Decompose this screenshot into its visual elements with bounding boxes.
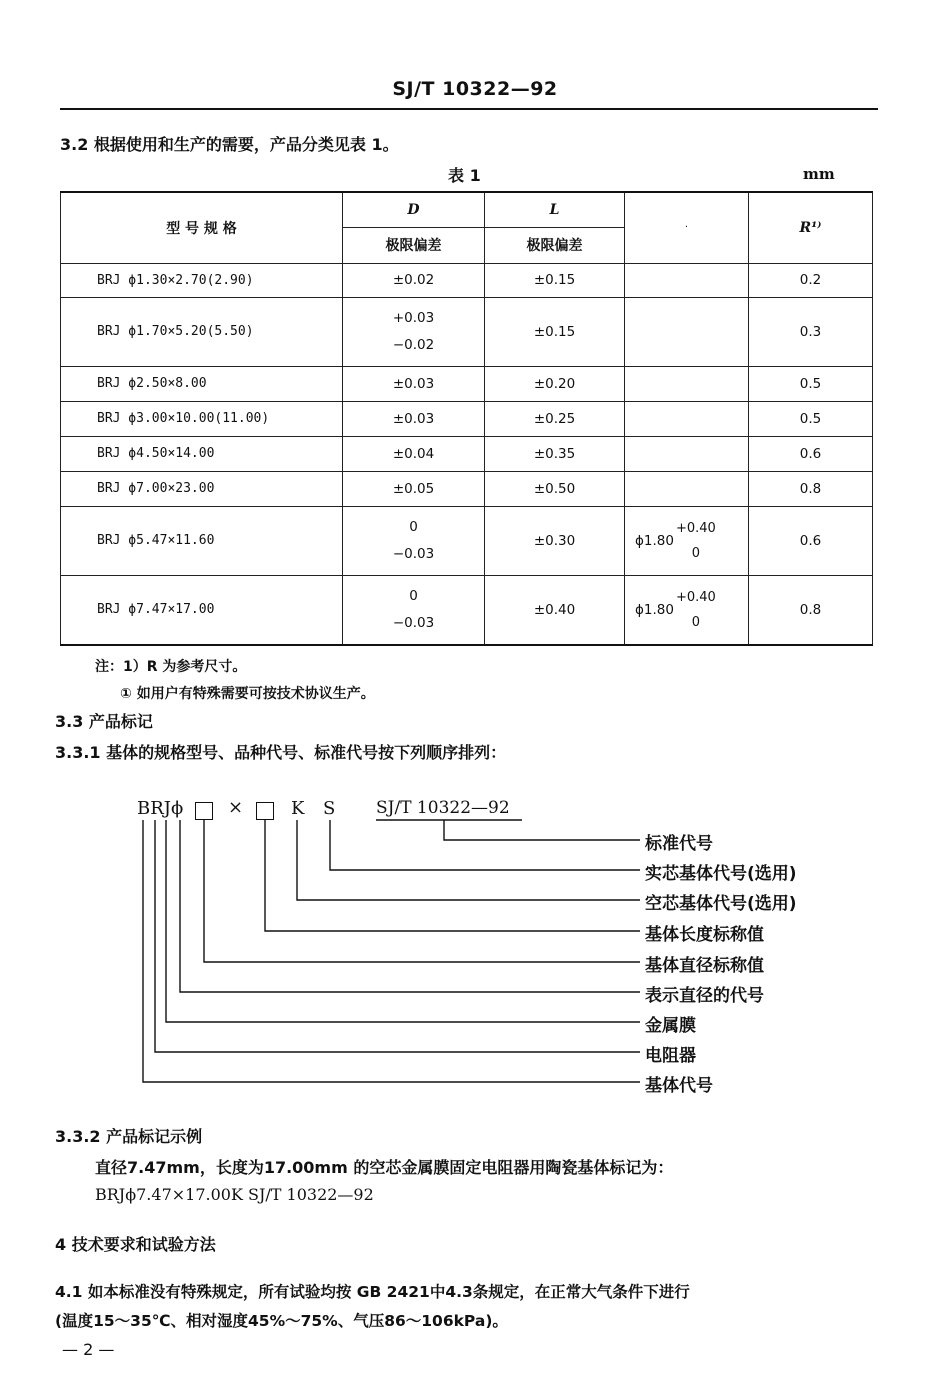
code-s: S bbox=[323, 798, 336, 819]
model-cell: BRJ ϕ2.50×8.00 bbox=[61, 366, 343, 401]
leader-standard bbox=[444, 820, 640, 840]
extra-lower: 0 bbox=[691, 614, 701, 630]
diagram-label: 基体代号 bbox=[645, 1076, 713, 1096]
sub-header-d-tolerance: 极限偏差 bbox=[343, 227, 485, 263]
l-tolerance-cell: ±0.15 bbox=[485, 297, 625, 366]
leader-diameter bbox=[204, 820, 640, 962]
r-cell: 0.6 bbox=[749, 506, 873, 575]
leader-solid bbox=[330, 820, 640, 870]
leader-hollow bbox=[297, 820, 640, 900]
model-cell: BRJ ϕ1.70×5.20(5.50) bbox=[61, 297, 343, 366]
code-times: × bbox=[228, 797, 244, 818]
leader-resistor bbox=[155, 820, 640, 1052]
d-tolerance-cell: ±0.05 bbox=[343, 471, 485, 506]
l-tolerance-cell: ±0.40 bbox=[485, 575, 625, 645]
diagram-label: 空芯基体代号(选用) bbox=[645, 894, 797, 914]
leader-phi bbox=[180, 820, 640, 992]
col-header-l: L bbox=[485, 192, 625, 227]
r-cell: 0.3 bbox=[749, 297, 873, 366]
diagram-label: 电阻器 bbox=[645, 1046, 696, 1066]
diagram-label: 基体直径标称值 bbox=[645, 956, 764, 976]
model-cell: BRJ ϕ1.30×2.70(2.90) bbox=[61, 263, 343, 297]
d-lower: −0.02 bbox=[392, 336, 435, 353]
d-tolerance-cell: ±0.03 bbox=[343, 401, 485, 436]
l-tolerance-cell: ±0.35 bbox=[485, 436, 625, 471]
model-cell: BRJ ϕ7.00×23.00 bbox=[61, 471, 343, 506]
section-3-3-2-example: BRJϕ7.47×17.00K SJ/T 10322—92 bbox=[95, 1185, 374, 1204]
d-tolerance-cell: ±0.03 bbox=[343, 366, 485, 401]
diagram-label: 金属膜 bbox=[645, 1016, 696, 1036]
col-header-model: 型 号 规 格 bbox=[61, 192, 343, 263]
l-tolerance-cell: ±0.20 bbox=[485, 366, 625, 401]
diagram-label: 实芯基体代号(选用) bbox=[645, 864, 797, 884]
r-cell: 0.6 bbox=[749, 436, 873, 471]
section-4-1-line2: (温度15～35℃、相对湿度45%～75%、气压86～106kPa)。 bbox=[55, 1312, 508, 1330]
r-cell: 0.2 bbox=[749, 263, 873, 297]
section-3-3-1-text: 3.3.1 基体的规格型号、品种代号、标准代号按下列顺序排列： bbox=[55, 743, 507, 762]
d-upper: 0 bbox=[409, 587, 418, 604]
model-cell: BRJ ϕ3.00×10.00(11.00) bbox=[61, 401, 343, 436]
r-cell: 0.8 bbox=[749, 575, 873, 645]
col-header-r: R¹⁾ bbox=[749, 192, 873, 263]
diagram-label: 基体长度标称值 bbox=[645, 925, 764, 945]
extra-diameter: ϕ1.80 bbox=[635, 532, 674, 549]
extra-upper: +0.40 bbox=[675, 520, 716, 536]
col-header-d: D bbox=[343, 192, 485, 227]
section-4-1-line1: 4.1 如本标准没有特殊规定，所有试验均按 GB 2421中4.3条规定，在正常大气条件下进行 bbox=[55, 1283, 690, 1301]
table-note-1: 注：1）R 为参考尺寸。 bbox=[95, 659, 247, 675]
sub-header-l-tolerance: 极限偏差 bbox=[485, 227, 625, 263]
r-cell: 0.5 bbox=[749, 366, 873, 401]
section-3-3-title: 3.3 产品标记 bbox=[55, 712, 153, 731]
code-prefix: BRJϕ bbox=[137, 798, 184, 819]
l-tolerance-cell: ±0.50 bbox=[485, 471, 625, 506]
section-3-2-text: 3.2 根据使用和生产的需要，产品分类见表 1。 bbox=[60, 135, 399, 154]
d-tolerance-cell: ±0.02 bbox=[343, 263, 485, 297]
table-caption: 表 1 bbox=[448, 166, 481, 185]
r-cell: 0.8 bbox=[749, 471, 873, 506]
code-standard: SJ/T 10322—92 bbox=[376, 798, 510, 818]
model-cell: BRJ ϕ4.50×14.00 bbox=[61, 436, 343, 471]
leader-length bbox=[265, 820, 640, 931]
l-tolerance-cell: ±0.30 bbox=[485, 506, 625, 575]
d-lower: −0.03 bbox=[392, 545, 435, 562]
col-header-blank: · bbox=[625, 192, 749, 263]
diagram-label: 表示直径的代号 bbox=[645, 986, 764, 1006]
page-number: — 2 — bbox=[62, 1340, 115, 1359]
code-k: K bbox=[291, 798, 305, 819]
section-3-3-2-line1: 直径7.47mm，长度为17.00mm 的空芯金属膜固定电阻器用陶瓷基体标记为： bbox=[95, 1158, 674, 1177]
extra-diameter: ϕ1.80 bbox=[635, 601, 674, 618]
d-tolerance-cell: ±0.04 bbox=[343, 436, 485, 471]
d-upper: +0.03 bbox=[392, 309, 435, 326]
diagram-label: 标准代号 bbox=[645, 834, 713, 854]
model-cell: BRJ ϕ5.47×11.60 bbox=[61, 506, 343, 575]
section-4-title: 4 技术要求和试验方法 bbox=[55, 1235, 216, 1254]
section-3-3-2-title: 3.3.2 产品标记示例 bbox=[55, 1127, 203, 1146]
extra-lower: 0 bbox=[691, 545, 701, 561]
table-note-2: ① 如用户有特殊需要可按技术协议生产。 bbox=[120, 686, 375, 702]
model-cell: BRJ ϕ7.47×17.00 bbox=[61, 575, 343, 645]
d-lower: −0.03 bbox=[392, 614, 435, 631]
r-cell: 0.5 bbox=[749, 401, 873, 436]
document-number-header: SJ/T 10322—92 bbox=[392, 78, 558, 100]
extra-upper: +0.40 bbox=[675, 589, 716, 605]
table-unit: mm bbox=[803, 165, 835, 183]
l-tolerance-cell: ±0.15 bbox=[485, 263, 625, 297]
l-tolerance-cell: ±0.25 bbox=[485, 401, 625, 436]
d-upper: 0 bbox=[409, 518, 418, 535]
leader-base bbox=[143, 820, 640, 1082]
